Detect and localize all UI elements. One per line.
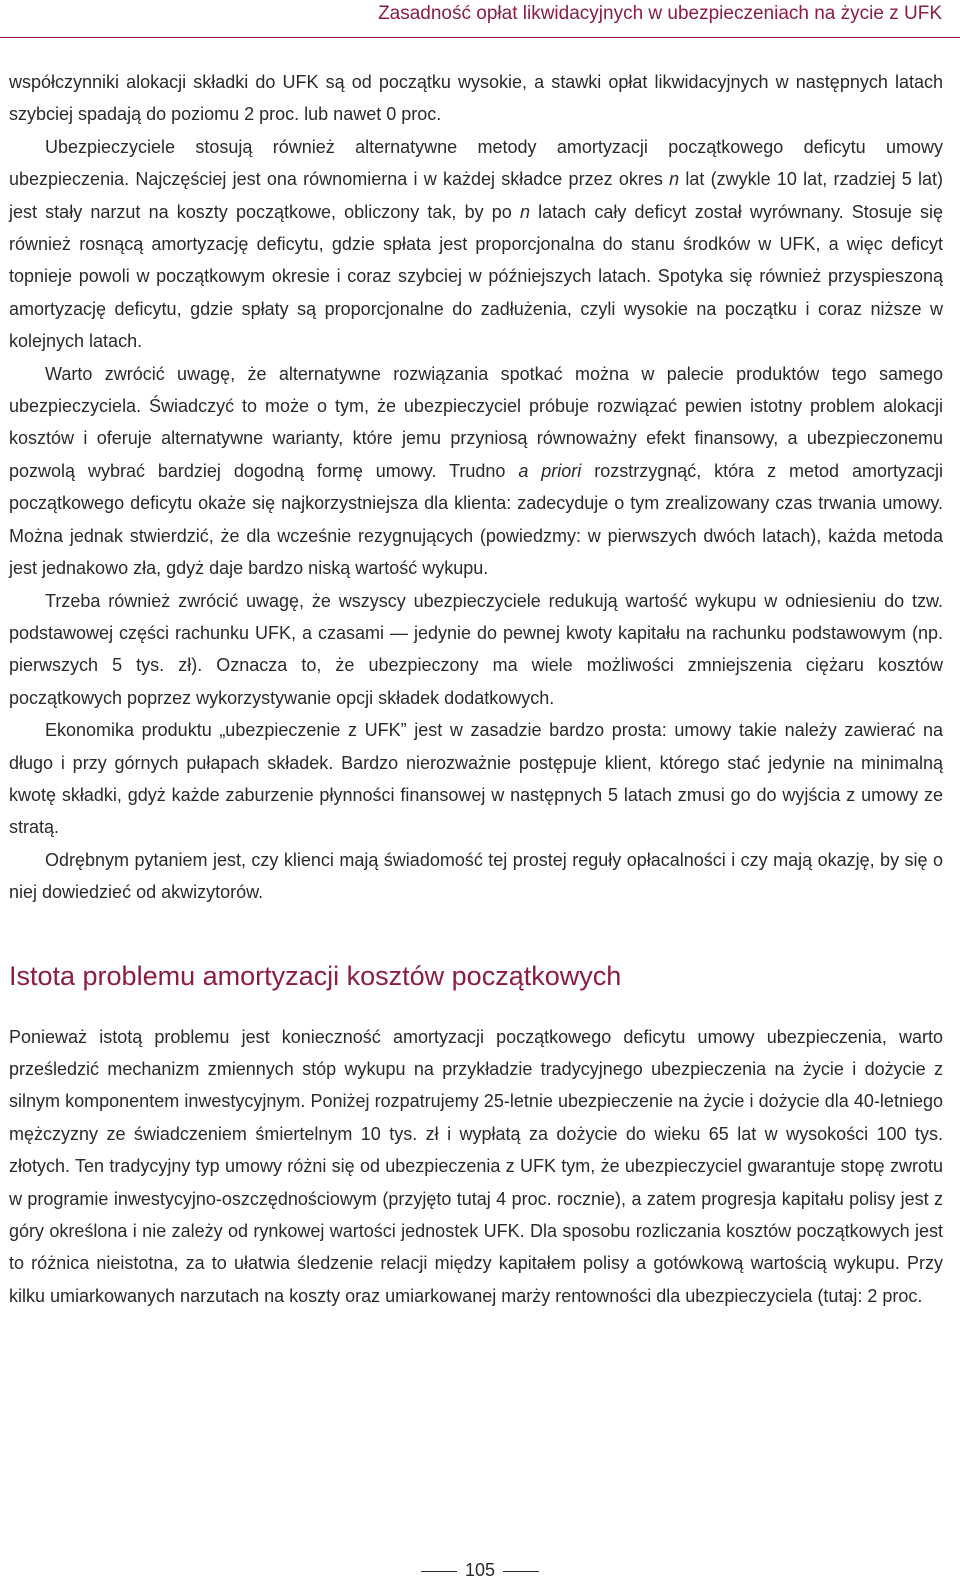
footer-dash-left bbox=[421, 1571, 457, 1572]
paragraph-6 bbox=[9, 844, 943, 909]
page-number: 105 bbox=[464, 1560, 496, 1580]
paragraph-2 bbox=[9, 131, 943, 358]
paragraph-4 bbox=[9, 585, 943, 715]
paragraph-1-text: współczynniki alokacji składki do UFK są od początku wysokie, a stawki opłat likwidacyjnych w następnych latach szybciej spadają do poziomu 2 proc. lub nawet 0 proc. bbox=[9, 72, 943, 125]
italic-term-a-priori: a priori bbox=[518, 460, 582, 481]
paragraph-2-text-a: Ubezpieczyciele stosują również alternatywne metody amortyzacji początkowego deficytu umowy ubezpieczenia. Najczęściej jest ona równomierna i w każdej składce przez okres bbox=[9, 136, 943, 190]
variable-n: n bbox=[669, 169, 680, 190]
paragraph-3-text-b: rozstrzygnąć, która z metod amortyzacji początkowego deficytu okaże się najkorzystniejsza dla klienta: zadecyduje o tym zrealizowany czas trwania umowy. Można jednak stwierdzić, że dla wcześnie rezygnujących (powiedzmy: w pierwszych dwóch latach), każda metoda jest jednakowo zła, gdyż daje bardzo niską wartość wykupu. bbox=[9, 460, 943, 579]
page-footer bbox=[0, 1560, 960, 1581]
paragraph-5-text: Ekonomika produktu „ubezpieczenie z UFK” jest w zasadzie bardzo prosta: umowy takie należy zawierać na długo i przy górnych pułapach składek. Bardzo nierozważnie postępuje klient, którego stać jedynie na minimalną kwotę składki, gdyż każde zaburzenie płynności finansowej w następnych 5 latach zmusi go do wyjścia z umowy ze stratą. bbox=[9, 720, 943, 838]
paragraph-5 bbox=[9, 714, 943, 844]
section-heading: Istota problemu amortyzacji kosztów początkowych bbox=[9, 960, 622, 991]
running-header bbox=[0, 0, 960, 38]
variable-n: n bbox=[519, 201, 530, 222]
section-paragraph bbox=[9, 1021, 943, 1313]
paragraph-2-text-b: lat (zwykle 10 lat, rzadziej 5 lat) jest stały narzut na koszty początkowe, obliczony tak, by po bbox=[9, 169, 943, 222]
paragraph-6-text: Odrębnym pytaniem jest, czy klienci mają świadomość tej prostej reguły opłacalności i czy mają okazję, by się o niej dowiedzieć od akwizytorów. bbox=[9, 849, 943, 903]
paragraph-1 bbox=[9, 66, 943, 131]
paragraph-4-text: Trzeba również zwrócić uwagę, że wszyscy ubezpieczyciele redukują wartość wykupu w odniesieniu do tzw. podstawowej części rachunku UFK, a czasami — jedynie do pewnej kwoty kapitału na rachunku podstawowym (np. pierwszych 5 tys. zł). Oznacza to, że ubezpieczony ma wiele możliwości zmniejszenia ciężaru kosztów początkowych poprzez wykorzystywanie opcji składek dodatkowych. bbox=[9, 590, 943, 708]
body-text bbox=[9, 66, 943, 1312]
section-paragraph-text: Ponieważ istotą problemu jest konieczność amortyzacji początkowego deficytu umowy ubezpieczenia, warto prześledzić mechanizm zmiennych stóp wykupu na przykładzie tradycyjnego ubezpieczenia na życie i dożycie z silnym komponentem inwestycyjnym. Poniżej rozpatrujemy 25-letnie ubezpieczenie na życie i dożycie dla 40-letniego mężczyzny ze świadczeniem śmiertelnym 10 tys. zł i wypłatą za dożycie do wieku 65 lat w wysokości 100 tys. złotych. Ten tradycyjny typ umowy różni się od ubezpieczenia z UFK tym, że ubezpieczyciel gwarantuje stopę zwrotu w programie inwestycyjno-oszczędnościowym (przyjęto tutaj 4 proc. rocznie), a zatem progresja kapitału polisy jest z góry określona i nie zależy od rynkowej wartości jednostek UFK. Dla sposobu rozliczania kosztów początkowych jest to różnica nieistotna, za to ułatwia śledzenie relacji między kapitałem polisy a gotówkową wartością wykupu. Przy kilku umiarkowanych narzutach na koszty oraz umiarkowanej marży rentowności dla ubezpieczyciela (tutaj: 2 proc. bbox=[9, 1026, 943, 1306]
paragraph-3-text-a: Warto zwrócić uwagę, że alternatywne rozwiązania spotkać można w palecie produktów tego samego ubezpieczyciela. Świadczyć to może o tym, że ubezpieczyciel próbuje rozwiązać pewien istotny problem alokacji kosztów i oferuje alternatywne warianty, które jemu przyniosą równoważny efekt finansowy, a ubezpieczonemu pozwolą wybrać bardziej dogodną formę umowy. Trudno bbox=[9, 363, 943, 481]
paragraph-3 bbox=[9, 358, 943, 585]
footer-dash-right bbox=[503, 1571, 539, 1572]
paragraph-2-text-c: latach cały deficyt został wyrównany. Stosuje się również rosnącą amortyzację deficytu, gdzie spłata jest proporcjonalna do stanu środków w UFK, a więc deficyt topnieje powoli w początkowym okresie i coraz szybciej w późniejszych latach. Spotyka się również przyspieszoną amortyzację deficytu, gdzie spłaty są proporcjonalne do zadłużenia, czyli wysokie na początku i coraz niższe w kolejnych latach. bbox=[9, 201, 944, 352]
running-title: Zasadność opłat likwidacyjnych w ubezpieczeniach na życie z UFK bbox=[378, 3, 942, 24]
